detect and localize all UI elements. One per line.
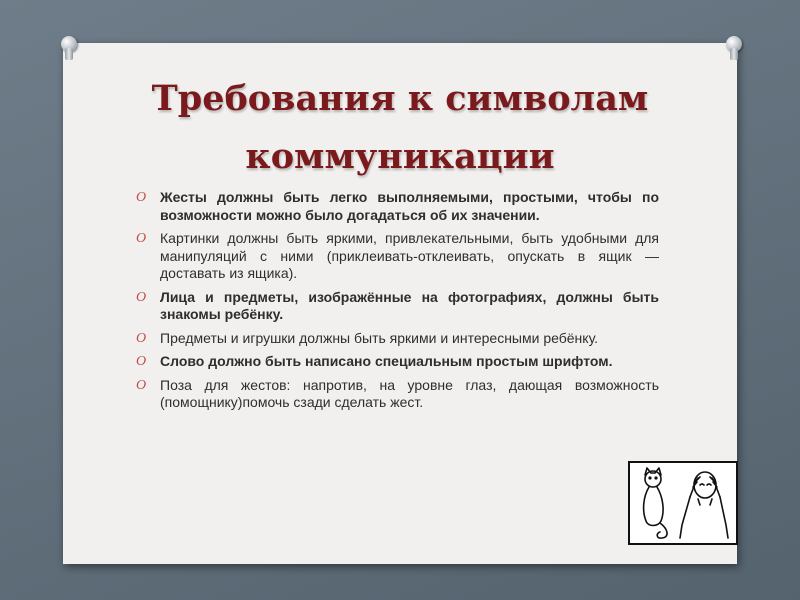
list-item <box>133 330 659 348</box>
list-item-text: Предметы и игрушки должны быть яркими и интересными ребёнку. <box>160 329 599 346</box>
list-item <box>133 189 659 224</box>
bullet-icon: O <box>136 289 147 305</box>
face-icon <box>694 472 716 498</box>
bullet-icon: O <box>136 377 147 393</box>
bullet-icon: O <box>136 190 147 205</box>
cat-body-icon <box>644 487 663 526</box>
list-item-text: Поза для жестов: напротив, на уровне глаз, дающая возможность (помощнику)помочь сзади сделать жест. <box>160 376 659 410</box>
bullet-icon: O <box>136 354 147 369</box>
title-line-2: коммуникации <box>245 136 555 177</box>
pushpin-icon <box>725 36 743 62</box>
list-item <box>133 377 659 412</box>
left-arm-icon <box>680 497 690 538</box>
list-item <box>133 353 659 371</box>
list-item-text: Жесты должны быть легко выполняемыми, простыми, чтобы по возможности можно было догадаться об их значении. <box>160 189 659 223</box>
pushpin-icon <box>60 36 78 62</box>
requirements-list <box>133 189 659 418</box>
bullet-icon: O <box>136 330 147 346</box>
bullet-icon: O <box>136 231 147 246</box>
title-line-1: Требования к символам <box>151 78 649 119</box>
slide-title <box>0 70 800 186</box>
list-item <box>133 230 659 283</box>
list-item <box>133 289 659 324</box>
list-item-text: Картинки должны быть яркими, привлекательными, быть удобными для манипуляций с ними (приклеивать-отклеивать, опускать в ящик — доставать из ящика). <box>160 230 659 281</box>
list-item-text: Слово должно быть написано специальным простым шрифтом. <box>160 353 613 369</box>
cat-tail-icon <box>657 523 667 538</box>
list-item-text: Лица и предметы, изображённые на фотографиях, должны быть знакомы ребёнку. <box>160 288 659 322</box>
cat-and-gesture-drawing <box>630 463 736 543</box>
right-arm-icon <box>720 497 728 538</box>
gesture-pictogram <box>628 461 738 545</box>
